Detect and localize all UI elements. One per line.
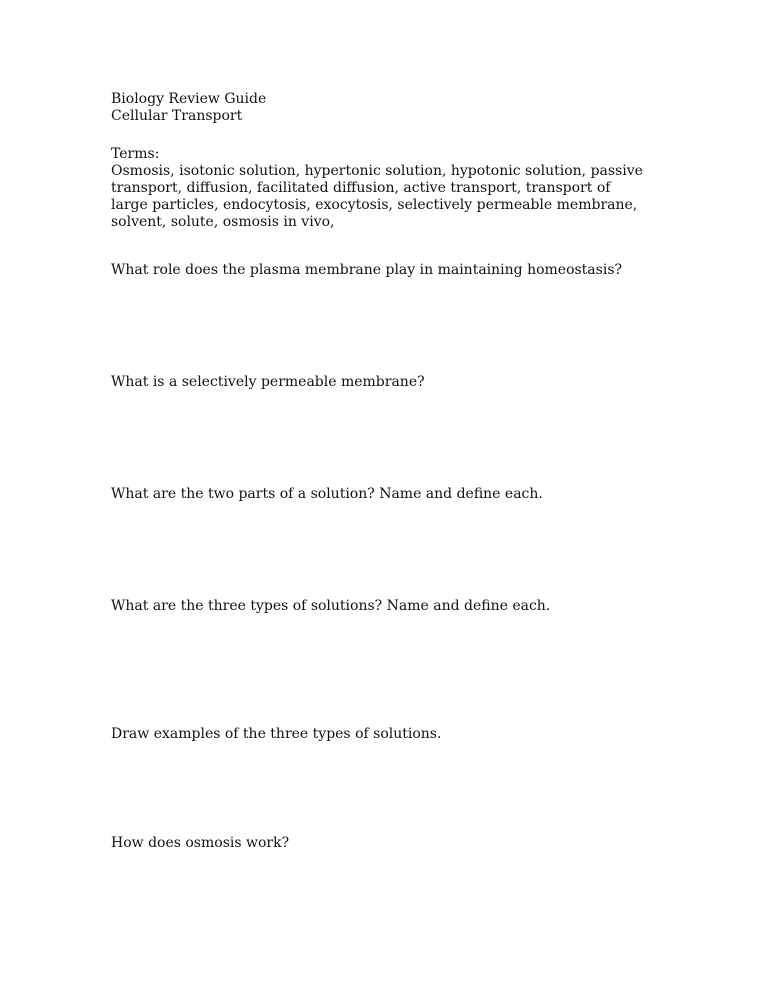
question-5: Draw examples of the three types of solutions. [111, 726, 442, 742]
terms-label: Terms: [111, 146, 160, 162]
document-title: Biology Review Guide [111, 91, 267, 107]
terms-list: Osmosis, isotonic solution, hypertonic solution, hypotonic solution, passive transport, diffusion, facilitated diffusion, active transport, transport of large particles, endocytosis, exocytosis, selectively permeable membrane, solvent, solute, osmosis in vivo, [111, 163, 643, 230]
question-6: How does osmosis work? [111, 835, 290, 851]
question-2: What is a selectively permeable membrane? [111, 374, 425, 390]
question-3: What are the two parts of a solution? Name and define each. [111, 486, 543, 502]
question-1: What role does the plasma membrane play in maintaining homeostasis? [111, 262, 623, 278]
document-subtitle: Cellular Transport [111, 108, 243, 124]
question-4: What are the three types of solutions? Name and define each. [111, 598, 551, 614]
